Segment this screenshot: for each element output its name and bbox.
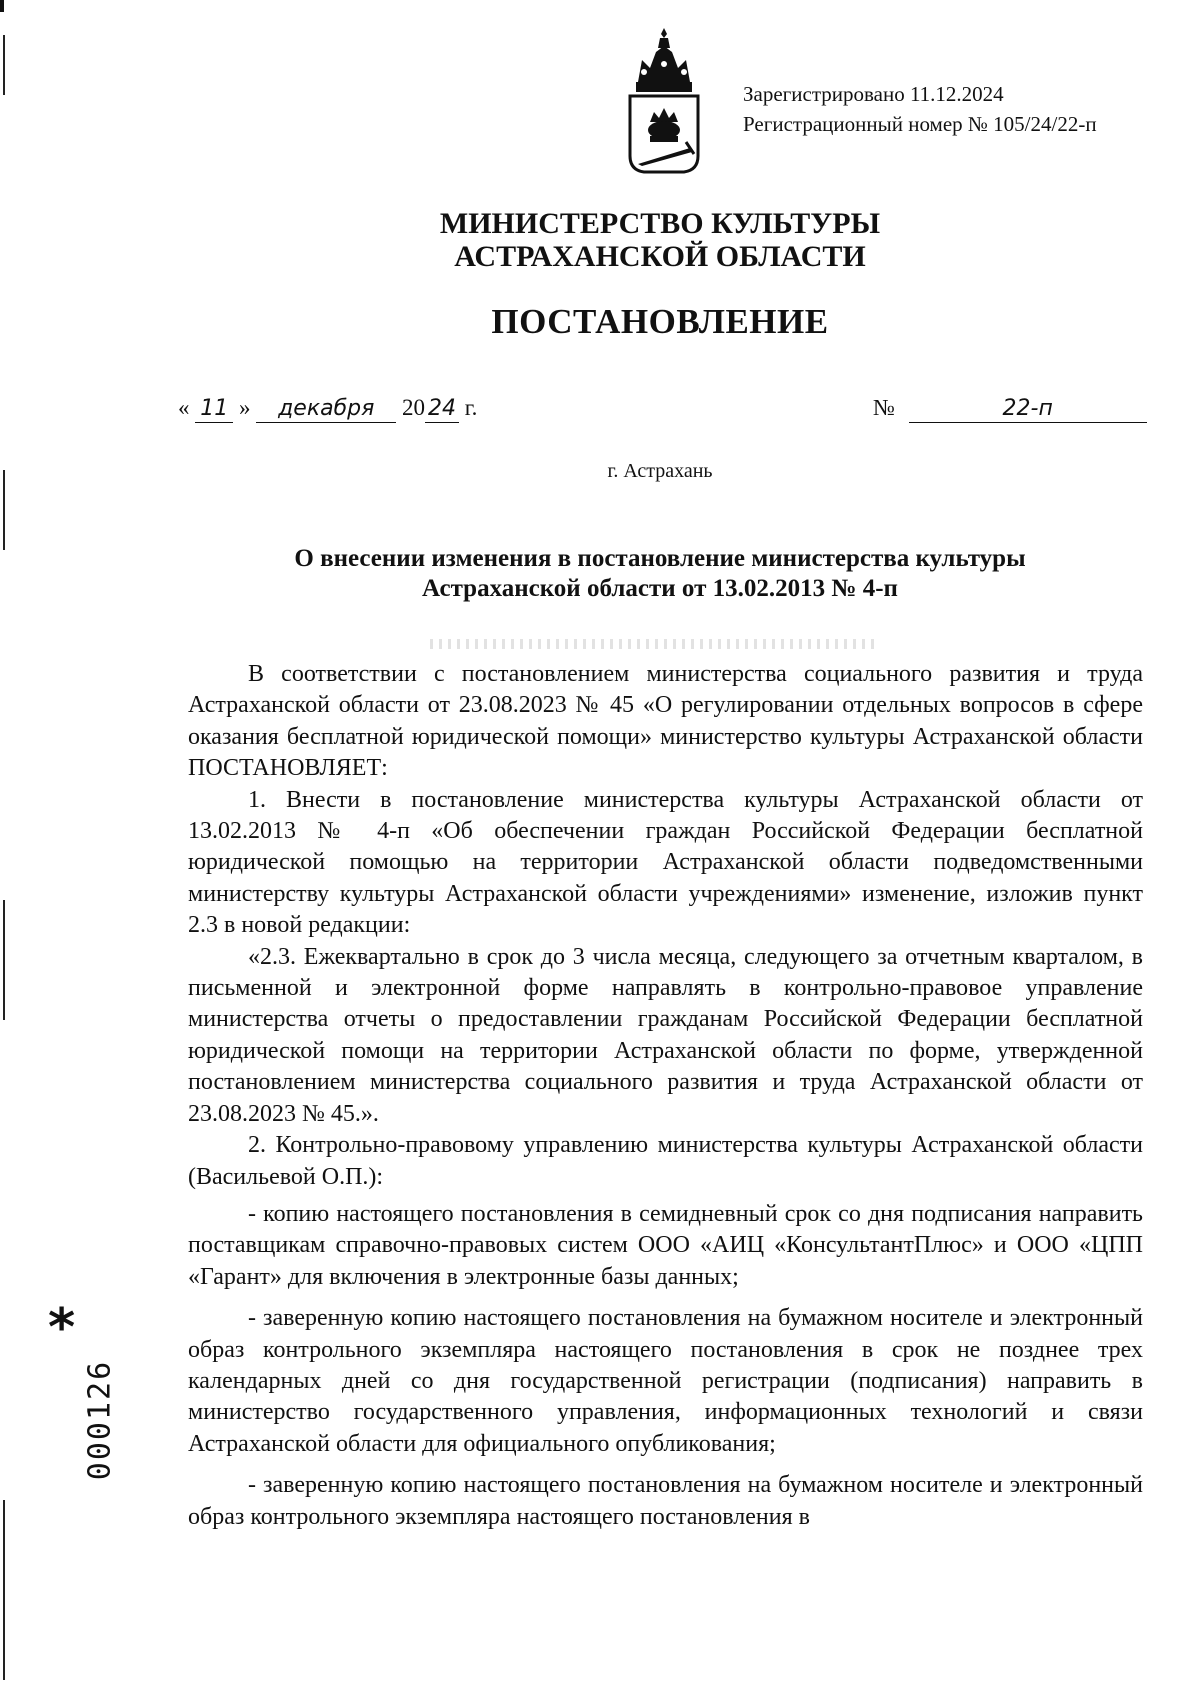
scan-edge-line — [3, 900, 5, 1020]
registration-number: Регистрационный номер № 105/24/22-п — [743, 112, 1097, 136]
date-day: 11 — [195, 396, 233, 423]
date-open-quote: « — [178, 395, 190, 420]
number-value: 22-п — [909, 396, 1147, 423]
scan-edge-line — [3, 1500, 5, 1680]
registration-stamp — [743, 79, 1097, 139]
date-year-prefix: 20 — [402, 395, 425, 420]
margin-star-mark: * — [48, 1298, 76, 1358]
subject-line2: Астраханской области от 13.02.2013 № 4-п — [422, 575, 898, 602]
date-close-quote: » — [239, 395, 251, 420]
bullet-3-paragraph: - заверенную копию настоящего постановления на бумажном носителе и электронный образ контрольного экземпляра настоящего постановления в — [188, 1472, 1143, 1530]
item-1-paragraph: 1. Внести в постановление министерства культуры Астраханской области от 13.02.2013 № 4-п «Об обеспечении граждан Российской Федерации бесплатной юридической помощью на территории Астраханской области подведомственными министерству культуры Астраханской области учреждениями» изменение, изложив пункт 2.3 в новой редакции: — [188, 786, 1143, 939]
quoted-clause-paragraph: «2.3. Ежеквартально в срок до 3 числа месяца, следующего за отчетным кварталом, в письменной и электронной форме направлять в контрольно-правовое управление министерства отчеты о предоставлении гражданам Российской Федерации бесплатной юридической помощи на территории Астраханской области по форме, утвержденной постановлением министерства социального развития и труда Астраханской области от 23.08.2023 № 45.». — [188, 943, 1143, 1127]
registration-date: Зарегистрировано 11.12.2024 — [743, 82, 1004, 106]
document-body — [188, 659, 1143, 1533]
ministry-name-line1: МИНИСТЕРСТВО КУЛЬТУРЫ — [439, 207, 881, 240]
document-type-title: ПОСТАНОВЛЕНИЕ — [491, 302, 829, 341]
scan-edge-line — [3, 35, 5, 95]
ministry-name-line2: АСТРАХАНСКОЙ ОБЛАСТИ — [454, 240, 866, 273]
document-date — [178, 395, 477, 423]
margin-serial-box — [40, 1320, 160, 1520]
document-number — [873, 395, 1147, 423]
number-label: № — [873, 395, 895, 420]
bullet-2-paragraph: - заверенную копию настоящего постановления на бумажном носителе и электронный образ контрольного экземпляра настоящего постановления в срок не позднее трех календарных дней со дня государственной регистрации (подписания) направить в министерство государственного управления, информационных технологий и связи Астраханской области для официального опубликования; — [188, 1305, 1143, 1457]
date-year-suffix: 24 — [425, 396, 459, 423]
item-2-paragraph: 2. Контрольно-правовому управлению министерства культуры Астраханской области (Васильевой О.П.): — [188, 1132, 1143, 1190]
date-month: декабря — [256, 396, 396, 423]
date-year-unit: г. — [464, 395, 478, 420]
city-name: г. Астрахань — [607, 460, 713, 482]
coat-of-arms-emblem — [620, 24, 708, 182]
margin-serial-number: 000126 — [82, 1359, 118, 1481]
intro-paragraph: В соответствии с постановлением министерства социального развития и труда Астраханской области от 23.08.2023 № 45 «О регулировании отдельных вопросов в сфере оказания бесплатной юридической помощи» министерство культуры Астраханской области ПОСТАНОВЛЯЕТ: — [188, 661, 1143, 782]
scan-edge-mark — [0, 0, 4, 12]
bullet-1-paragraph: - копию настоящего постановления в семидневный срок со дня подписания направить поставщикам справочно-правовых систем ООО «АИЦ «КонсультантПлюс» и ООО «ЦПП «Гарант» для включения в электронные базы данных; — [188, 1200, 1143, 1290]
faint-scan-artifact — [430, 639, 880, 649]
subject-line1: О внесении изменения в постановление министерства культуры — [294, 545, 1026, 572]
